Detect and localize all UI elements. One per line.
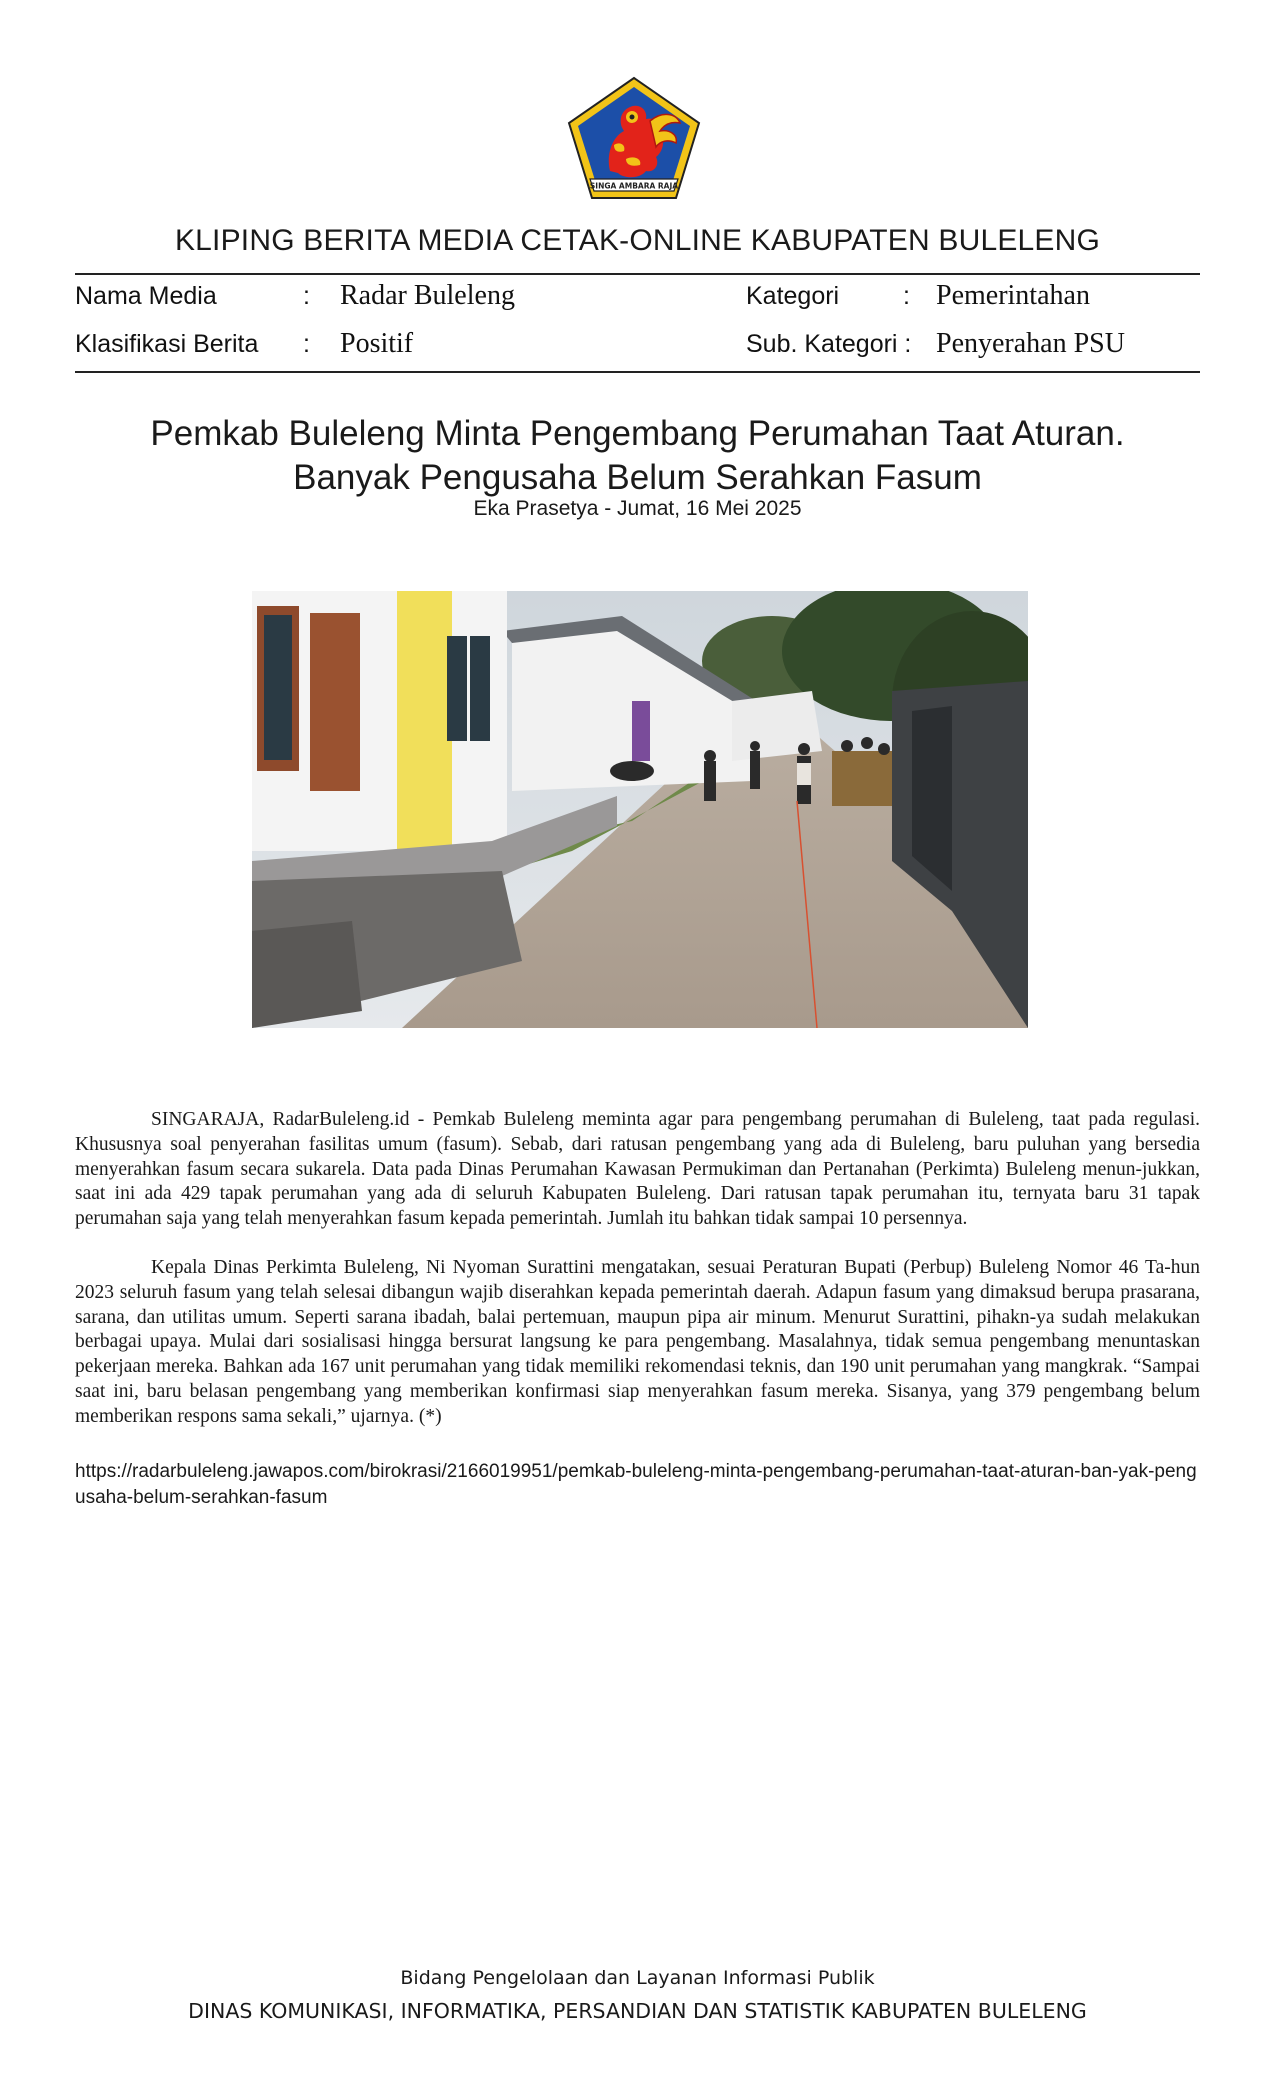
logo-motto: SINGA AMBARA RAJA: [589, 181, 679, 191]
article-headline-line1: Pemkab Buleleng Minta Pengembang Perumahan Taat Aturan.: [150, 414, 1125, 453]
footer-agency: DINAS KOMUNIKASI, INFORMATIKA, PERSANDIAN DAN STATISTIK KABUPATEN BULELENG: [188, 1999, 1087, 2023]
kategori-colon: :: [903, 282, 910, 310]
article-byline: Eka Prasetya - Jumat, 16 Mei 2025: [473, 497, 802, 520]
klasifikasi-colon: :: [303, 330, 310, 358]
article-photo: [252, 591, 1028, 1028]
subkategori-value: Penyerahan PSU: [936, 328, 1125, 359]
header-divider-top: [75, 273, 1200, 275]
subkategori-label: Sub. Kategori :: [746, 330, 912, 358]
article-paragraph-2: Kepala Dinas Perkimta Buleleng, Ni Nyoman Surattini mengatakan, sesuai Peraturan Bupati (Perbup) Buleleng Nomor 46 Ta-hun 2023 seluruh fasum yang telah selesai dibangun wajib diserahkan kepada pemerintah daerah. Adapun fasum yang dimaksud berupa prasarana, sarana, dan utilitas umum. Seperti sarana ibadah, balai pertemuan, maupun pipa air minum. Menurut Surattini, pihakn-ya sudah melakukan berbagai upaya. Mulai dari sosialisasi hingga bersurat langsung ke para pengembang. Masalahnya, tidak semua pengembang menuntaskan pekerjaan mereka. Bahkan ada 167 unit perumahan yang tidak memiliki rekomendasi teknis, dan 190 unit perumahan yang mangkrak. “Sampai saat ini, baru belasan pengembang yang memberikan konfirmasi siap menyerahkan fasum mereka. Sisanya, yang 379 pengembang belum memberikan respons sama sekali,” ujarnya. (*): [75, 1256, 1200, 1427]
pentagon-lion-emblem-icon: [566, 75, 702, 201]
media-colon: :: [303, 282, 310, 310]
header-divider-bottom: [75, 371, 1200, 373]
footer-department: Bidang Pengelolaan dan Layanan Informasi Publik: [400, 1967, 875, 1989]
article-source-link[interactable]: https://radarbuleleng.jawapos.com/birokrasi/2166019951/pemkab-buleleng-minta-pengembang-perumahan-taat-aturan-ban-yak-pengusaha-belum-serahkan-fasum: [75, 1461, 1197, 1508]
media-label: Nama Media: [75, 282, 217, 310]
article-headline-line2: Banyak Pengusaha Belum Serahkan Fasum: [293, 458, 982, 497]
clipping-header-title: KLIPING BERITA MEDIA CETAK-ONLINE KABUPATEN BULELENG: [174, 224, 1101, 257]
klasifikasi-label: Klasifikasi Berita: [75, 330, 259, 358]
kategori-label: Kategori: [746, 282, 840, 310]
article-paragraph-1: SINGARAJA, RadarBuleleng.id - Pemkab Buleleng meminta agar para pengembang perumahan di Buleleng, taat pada regulasi. Khususnya soal penyerahan fasilitas umum (fasum). Sebab, dari ratusan pengembang yang ada di Buleleng, baru puluhan yang bersedia menyerahkan fasum secara sukarela. Data pada Dinas Perumahan Kawasan Permukiman dan Pertanahan (Perkimta) Buleleng menun-jukkan, saat ini ada 429 tapak perumahan yang ada di seluruh Kabupaten Buleleng. Dari ratusan tapak perumahan itu, ternyata baru 31 tapak perumahan saja yang telah menyerahkan fasum kepada pemerintah. Jumlah itu bahkan tidak sampai 10 persennya.: [75, 1109, 1200, 1230]
article-body: [75, 1108, 1200, 1454]
klasifikasi-value: Positif: [340, 328, 414, 359]
media-value: Radar Buleleng: [340, 280, 515, 311]
kategori-value: Pemerintahan: [936, 280, 1090, 311]
